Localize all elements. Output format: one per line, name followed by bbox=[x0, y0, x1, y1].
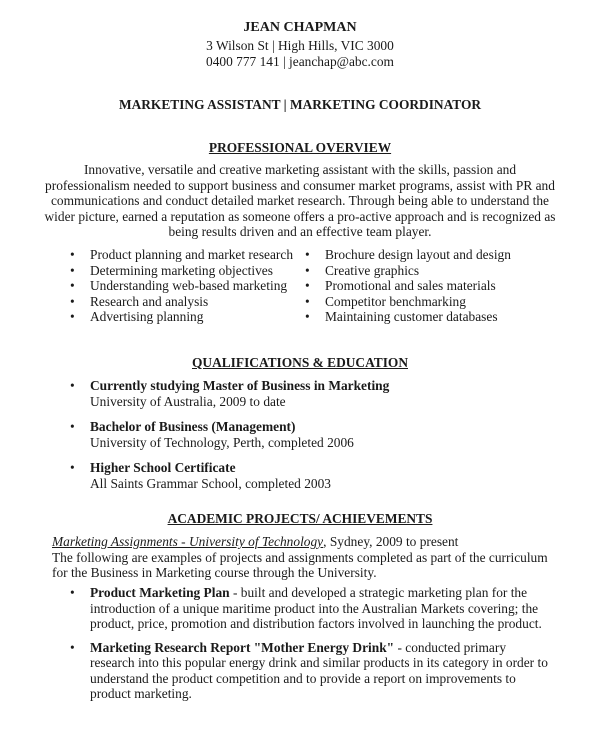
skill-item: • Advertising planning bbox=[70, 309, 305, 325]
qualification-title: • Currently studying Master of Business in Marketing bbox=[90, 378, 390, 393]
skills-column-right bbox=[305, 247, 540, 325]
candidate-name: JEAN CHAPMAN bbox=[243, 20, 357, 35]
qualifications-heading: QUALIFICATIONS & EDUCATION bbox=[191, 355, 408, 370]
qualifications-list bbox=[70, 378, 540, 501]
skills-list bbox=[70, 247, 540, 325]
overview-heading: PROFESSIONAL OVERVIEW bbox=[208, 140, 392, 155]
skill-item: • Brochure design layout and design bbox=[305, 247, 540, 263]
skill-item: • Product planning and market research bbox=[70, 247, 305, 263]
qualification-title: • Higher School Certificate bbox=[90, 460, 236, 475]
assignments-intro bbox=[52, 534, 562, 581]
job-objective: MARKETING ASSISTANT | MARKETING COORDINATOR bbox=[118, 97, 482, 112]
skill-item: • Promotional and sales materials bbox=[305, 278, 540, 294]
qualification-detail: University of Australia, 2009 to date bbox=[90, 393, 286, 409]
contact-line: 0400 777 141 | jeanchap@abc.com bbox=[206, 54, 394, 69]
projects-heading: ACADEMIC PROJECTS/ ACHIEVEMENTS bbox=[167, 511, 433, 526]
skill-item: • Understanding web-based marketing bbox=[70, 278, 305, 294]
qualification-detail: All Saints Grammar School, completed 2003 bbox=[90, 475, 331, 491]
skill-item: • Creative graphics bbox=[305, 263, 540, 279]
project-text: - built and developed a strategic marketing plan for the introduction of a unique maritime product into the Australian Markets covering; the product, price, promotion and distribution factors involved in launching the product. bbox=[90, 585, 542, 631]
skill-item: • Research and analysis bbox=[70, 294, 305, 310]
overview-text: Innovative, versatile and creative marketing assistant with the skills, passion and professionalism needed to support business and consumer market programs, assist with PR and communications and conduct detailed market research. Through being able to understand the wider picture, earned a reputation as someone offers a pro-active approach and is recognized as being results driven and an effective team player. bbox=[44, 162, 556, 239]
project-text: - conducted primary research into this popular energy drink and similar products in its category in order to understand the product competition and to provide a report on improvements to product marketing. bbox=[90, 639, 548, 701]
skills-column-left bbox=[70, 247, 305, 325]
project-item bbox=[70, 585, 550, 632]
qualification-title: • Bachelor of Business (Management) bbox=[90, 419, 296, 434]
qualification-detail: University of Technology, Perth, completed 2006 bbox=[90, 434, 354, 450]
projects-list bbox=[70, 585, 550, 710]
assignment-description: The following are examples of projects and assignments completed as part of the curriculum for the Business in Marketing course through the University. bbox=[52, 549, 548, 580]
qualification-item bbox=[70, 378, 540, 409]
project-item bbox=[70, 640, 550, 702]
assignment-title: Marketing Assignments - University of Technology bbox=[52, 534, 324, 549]
project-title: Product Marketing Plan bbox=[90, 585, 230, 600]
assignment-location: , Sydney, 2009 to present bbox=[323, 534, 459, 549]
address-line: 3 Wilson St | High Hills, VIC 3000 bbox=[206, 38, 394, 53]
skill-item: • Determining marketing objectives bbox=[70, 263, 305, 279]
project-title: Marketing Research Report "Mother Energy Drink" bbox=[90, 639, 395, 655]
qualification-item bbox=[70, 419, 540, 450]
qualification-item bbox=[70, 460, 540, 491]
skill-item: • Maintaining customer databases bbox=[305, 309, 540, 325]
skill-item: • Competitor benchmarking bbox=[305, 294, 540, 310]
